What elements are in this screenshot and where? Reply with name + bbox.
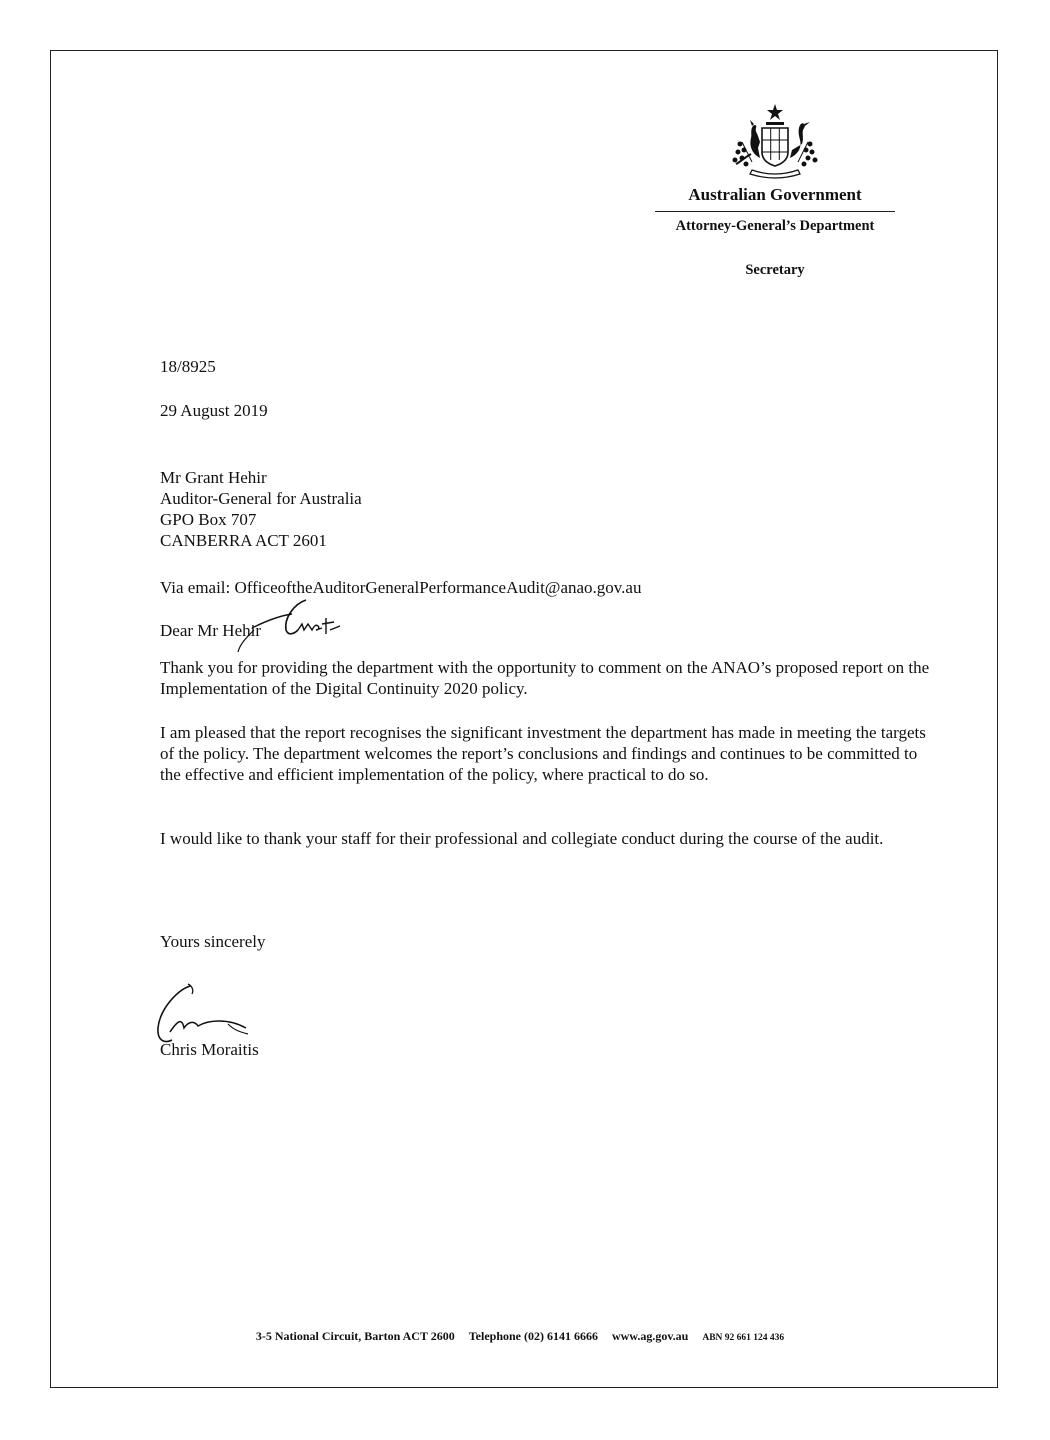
recipient-address xyxy=(160,467,362,551)
letterhead-rule xyxy=(655,211,895,212)
recipient-city: CANBERRA ACT 2601 xyxy=(160,531,327,550)
office-title: Secretary xyxy=(745,262,805,278)
paragraph-text: I am pleased that the report recognises the significant investment the department has made in meeting the targets of the policy. The department welcomes the report’s conclusions and findings and continues to be committed to the effective and efficient implementation of the policy, where practical to do so. xyxy=(160,723,926,784)
department-title: Attorney-General’s Department xyxy=(675,218,875,234)
recipient-po-box: GPO Box 707 xyxy=(160,510,257,529)
paragraph-text: Thank you for providing the department with the opportunity to comment on the ANAO’s proposed report on the Implementation of the Digital Continuity 2020 policy. xyxy=(160,658,930,698)
footer-abn: ABN 92 661 124 436 xyxy=(702,1333,785,1343)
page-border xyxy=(50,50,998,1388)
recipient-title: Auditor-General for Australia xyxy=(160,489,362,508)
paragraph-text: I would like to thank your staff for their professional and collegiate conduct during the course of the audit. xyxy=(160,829,884,848)
reference-number: 18/8925 xyxy=(160,357,216,376)
closing: Yours sincerely xyxy=(160,932,266,951)
handwritten-salutation-signature xyxy=(234,594,364,654)
salutation: Dear Mr Hehir xyxy=(160,621,262,640)
recipient-name: Mr Grant Hehir xyxy=(160,468,267,487)
letter-date: 29 August 2019 xyxy=(160,401,268,420)
footer-telephone: Telephone (02) 6141 6666 xyxy=(468,1329,598,1343)
paragraph-findings xyxy=(160,722,940,785)
footer-website[interactable]: www.ag.gov.au xyxy=(611,1329,689,1343)
footer-address: 3-5 National Circuit, Barton ACT 2600 xyxy=(255,1329,455,1343)
paragraph-thanks xyxy=(160,657,940,699)
government-title: Australian Government xyxy=(688,185,862,204)
paragraph-staff xyxy=(160,828,940,849)
via-email-line: Via email: OfficeoftheAuditorGeneralPerformanceAudit@anao.gov.au xyxy=(160,578,642,597)
footer-contact xyxy=(100,1329,940,1344)
signatory-name: Chris Moraitis xyxy=(160,1040,259,1059)
coat-of-arms-crest xyxy=(722,102,828,182)
